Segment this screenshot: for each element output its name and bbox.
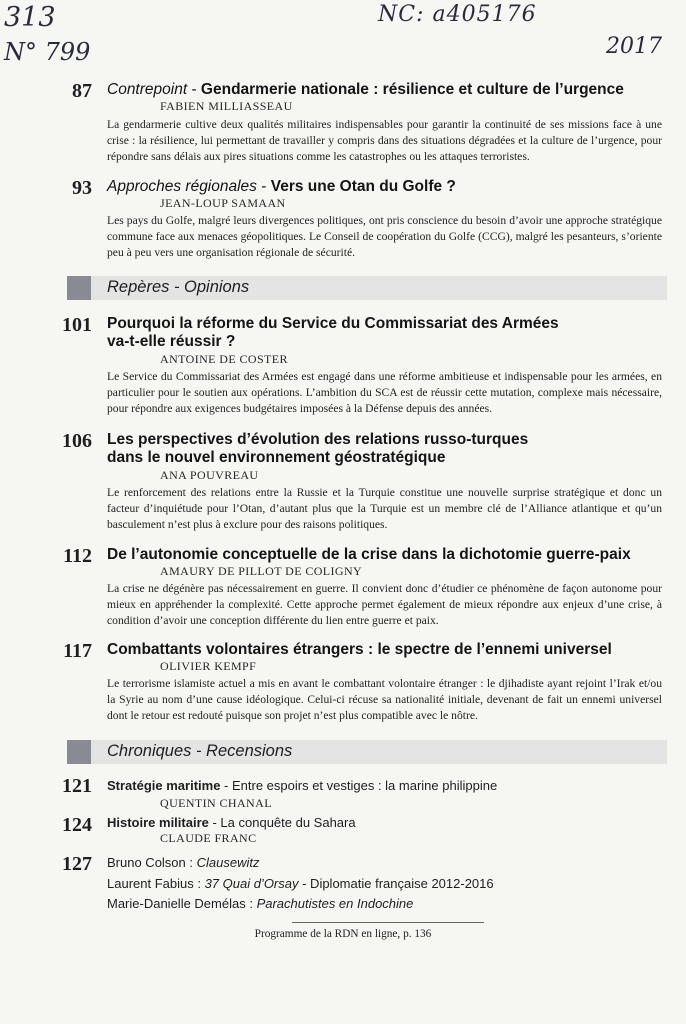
article-title[interactable] xyxy=(107,641,667,659)
chronique-title[interactable] xyxy=(107,778,497,793)
recension-author: Marie-Danielle Demélas : xyxy=(107,896,257,911)
article-title[interactable] xyxy=(107,81,667,99)
rubric: Histoire militaire xyxy=(107,815,209,830)
section-header-chroniques xyxy=(67,740,667,764)
recension-item[interactable] xyxy=(107,896,413,911)
abstract: Le Service du Commissariat des Armées est engagé dans une réforme ambitieuse et indispensable pour les armées, en particulier pour le soutien aux opérations. L’ambition du SCA est de réussir cette mutation, complexe mais nécessaire, pour répondre aux exigences budgétaires imposées à la Défense depuis des années. xyxy=(107,370,662,415)
recension-work: Parachutistes en Indochine xyxy=(256,896,414,911)
section-header-reperes xyxy=(67,276,667,300)
section-marker xyxy=(67,276,91,300)
author: JEAN-LOUP SAMAAN xyxy=(160,196,286,210)
rubric: Contrepoint xyxy=(107,81,188,98)
rubric: Approches régionales xyxy=(107,178,257,195)
author: AMAURY DE PILLOT DE COLIGNY xyxy=(160,564,363,578)
article-title[interactable] xyxy=(107,431,667,467)
abstract: Les pays du Golfe, malgré leurs divergences politiques, ont pris conscience du besoin d’avoir une approche stratégique commune face aux menaces géopolitiques. Le Conseil de coopération du Golfe (CCG), malgré les pesanteurs, s’oriente peu à peu vers une organisation régionale de sécurité. xyxy=(107,214,662,259)
recension-author: Laurent Fabius : xyxy=(107,876,205,891)
author: OLIVIER KEMPF xyxy=(160,659,257,673)
recension-work: 37 Quai d’Orsay xyxy=(204,876,299,891)
page-number: 93 xyxy=(72,177,92,199)
page-number: 127 xyxy=(62,853,92,875)
page-number: 124 xyxy=(62,814,92,836)
page-number: 87 xyxy=(72,80,92,102)
article-title[interactable] xyxy=(107,546,667,564)
title-line-1: Pourquoi la réforme du Service du Commissariat des Armées xyxy=(107,315,559,332)
author: ANTOINE DE COSTER xyxy=(160,352,288,366)
page-number: 106 xyxy=(62,430,92,452)
abstract: La crise ne dégénère pas nécessairement en guerre. Il convient donc d’étudier ce phénomène de façon autonome pour mieux en appréhender la complexité. Cette approche permet également de mieux répondre aux enjeux d’une crise, à condition d’avoir une conception différente du lien entre guerre et paix. xyxy=(107,582,662,627)
title-line-1: Les perspectives d’évolution des relations russo-turques xyxy=(107,431,529,448)
abstract: La gendarmerie cultive deux qualités militaires indispensables pour garantir la continuité de ses missions face à une crise : la résilience, lui permettant de travailler y compris dans des situations dégradées et la culture de l’urgence, pour répondre sans délais aux pires situations comme les catastrophes ou les attaques terroristes. xyxy=(107,118,662,163)
abstract: Le terrorisme islamiste actuel a mis en avant le combattant volontaire étranger : le djihadiste ayant rejoint l’Irak et/ou la Syrie au nom d’une cause idéologique. Celui-ci récuse sa nationalité initiale, devenant de fait un ennemi universel dont le retour est redouté puisque son projet n’est plus compatible avec le nôtre. xyxy=(107,677,662,722)
author: FABIEN MILLIASSEAU xyxy=(160,99,293,113)
page-number: 117 xyxy=(63,640,92,662)
page-number: 121 xyxy=(62,775,92,797)
section-title: Repères - Opinions xyxy=(107,278,250,296)
handwritten-reference: NC: a405176 xyxy=(378,2,537,27)
handwritten-issue: N° 799 xyxy=(4,38,91,66)
section-title: Chroniques - Recensions xyxy=(107,742,293,760)
recension-item[interactable] xyxy=(107,876,494,891)
article-title[interactable] xyxy=(107,315,667,351)
title-line-2: va-t-elle réussir ? xyxy=(107,333,236,350)
title-text: Gendarmerie nationale : résilience et culture de l’urgence xyxy=(200,81,624,98)
separator: - xyxy=(187,81,201,98)
chronique-title[interactable] xyxy=(107,815,356,830)
handwritten-number: 313 xyxy=(4,2,56,33)
abstract: Le renforcement des relations entre la Russie et la Turquie constitue une nouvelle surprise stratégique et donc un facteur d’inquiétude pour l’Otan, d’autant plus que la Turquie est un membre clé de l’Alliance atlantique et qu’un basculement n’est plus à exclure pour des raisons politiques. xyxy=(107,486,662,531)
author: CLAUDE FRANC xyxy=(160,831,257,845)
page-number: 101 xyxy=(62,314,92,336)
footer-divider xyxy=(292,922,484,923)
handwritten-year: 2017 xyxy=(606,34,662,59)
recension-item[interactable] xyxy=(107,855,259,870)
section-marker xyxy=(67,740,91,764)
title-line-1: De l’autonomie conceptuelle de la crise dans la dichotomie guerre-paix xyxy=(107,546,631,563)
author: ANA POUVREAU xyxy=(160,468,259,482)
rubric: Stratégie maritime xyxy=(107,778,221,793)
title-text: Vers une Otan du Golfe ? xyxy=(270,178,456,195)
author: QUENTIN CHANAL xyxy=(160,796,272,810)
footer-note: Programme de la RDN en ligne, p. 136 xyxy=(254,928,432,940)
title-text: - La conquête du Sahara xyxy=(208,815,356,830)
separator: - xyxy=(256,178,271,195)
title-line-1: Combattants volontaires étrangers : le spectre de l’ennemi universel xyxy=(107,641,612,658)
title-text: - Entre espoirs et vestiges : la marine philippine xyxy=(220,778,498,793)
article-title[interactable] xyxy=(107,178,667,196)
recension-author: Bruno Colson : xyxy=(107,855,197,870)
recension-extra: - Diplomatie française 2012-2016 xyxy=(298,876,494,891)
recension-work: Clausewitz xyxy=(196,855,260,870)
page-number: 112 xyxy=(63,545,92,567)
title-line-2: dans le nouvel environnement géostratégique xyxy=(107,449,446,466)
